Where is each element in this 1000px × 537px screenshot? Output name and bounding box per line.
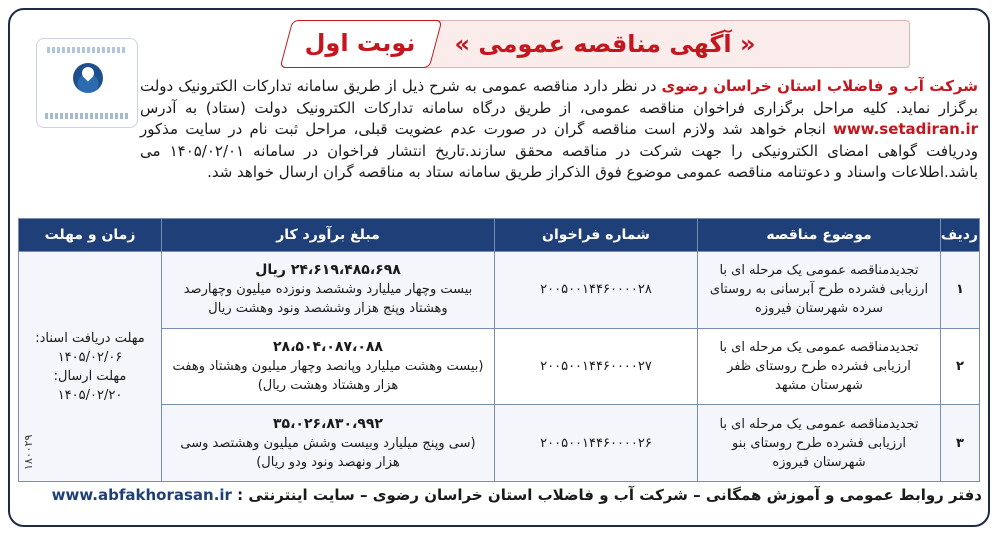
row-number: ۲۰۰۵۰۰۱۴۴۶۰۰۰۰۲۶ (495, 405, 698, 482)
header-number: شماره فراخوان (495, 219, 698, 252)
submit-date: ۱۴۰۵/۰۲/۲۰ (57, 387, 123, 403)
abfa-website-link[interactable]: www.abfakhorasan.ir (51, 486, 232, 504)
amount-words: بیست وچهار میلیارد وششصد ونوزده میلیون وچهارصد وهشتاد وپنج هزار وششصد ونود وهشت ریال (183, 282, 473, 317)
intro-text-2: انجام خواهد شد ولازم است مناقصه گران در صورت عدم عضویت قبلی، مراحل ثبت نام در سایت مذکور ودریافت گواهی امضای الکترونیکی را جهت شرکت در مناقصه محقق سازند.تاریخ انتشار فراخوان در سامانه ۱۴۰۵/۰۲/۰۱ می باشد.اطلاعات واسناد و دعوتنامه مناقصه عمومی موضوع فوق الذکراز طریق سامانه ستاد به مناقصه گران ارسال خواهد شد. (140, 120, 978, 181)
header-idx: ردیف (941, 219, 980, 252)
row-idx: ۱ (941, 252, 980, 329)
row-number: ۲۰۰۵۰۰۱۴۴۶۰۰۰۰۲۷ (495, 328, 698, 405)
row-subject: تجدیدمناقصه عمومی یک مرحله ای با ارزیابی فشرده طرح روستای بنو شهرستان فیروزه (698, 405, 941, 482)
amount-words: (بیست وهشت میلیارد وپانصد وچهار میلیون وهشتاد وهفت هزار وهشتاد وهشت ریال) (172, 358, 484, 393)
company-logo (36, 38, 138, 128)
amount-digits: ۲۴،۶۱۹،۴۸۵،۶۹۸ ریال (255, 262, 401, 279)
table-row (19, 405, 980, 482)
header-amount: مبلغ برآورد کار (162, 219, 495, 252)
row-idx: ۳ (941, 405, 980, 482)
amount-digits: ۳۵،۰۲۶،۸۳۰،۹۹۲ (273, 415, 383, 432)
row-number: ۲۰۰۵۰۰۱۴۴۶۰۰۰۰۲۸ (495, 252, 698, 329)
receive-docs-label: مهلت دریافت اسناد: (35, 330, 145, 346)
receive-docs-date: ۱۴۰۵/۰۲/۰۶ (57, 349, 123, 365)
footer-text: دفتر روابط عمومی و آموزش همگانی – شرکت آب و فاضلاب استان خراسان رضوی – سایت اینترنتی : (231, 486, 982, 504)
table-header-row (19, 219, 980, 252)
ad-code: ۱۸۰۰۲۹ (22, 434, 35, 470)
amount-digits: ۲۸،۵۰۴،۰۸۷،۰۸۸ (273, 338, 383, 355)
company-name: شرکت آب و فاضلاب استان خراسان رضوی (661, 77, 978, 95)
setad-website-link[interactable]: www.setadiran.ir (832, 120, 978, 138)
amount-words: (سی وپنج میلیارد وبیست وشش میلیون وهشتصد وسی هزار ونهصد ونود ودو ریال) (180, 435, 476, 470)
ad-title: « آگهی مناقصه عمومی » (454, 30, 756, 58)
row-subject: تجدیدمناقصه عمومی یک مرحله ای با ارزیابی فشرده طرح روستای ظفر شهرستان مشهد (698, 328, 941, 405)
water-drop-icon (73, 63, 103, 93)
intro-text-1: در نظر دارد مناقصه عمومی به شرح ذیل از طریق سامانه تدارکات الکترونیک دولت برگزار نماید. کلیه مراحل برگزاری فراخوان مناقصه عمومی، از طریق درگاه سامانه تدارکات الکترونیک دولت (ستاد) به آدرس (140, 77, 978, 117)
row-amount (162, 328, 495, 405)
deadline-cell (19, 252, 162, 482)
row-subject: تجدیدمناقصه عمومی یک مرحله ای با ارزیابی فشرده طرح آبرسانی به روستای سرده شهرستان فیروزه (698, 252, 941, 329)
round-label: نوبت اول (304, 29, 416, 57)
intro-paragraph (140, 76, 978, 184)
tender-table (18, 218, 980, 482)
logo-top-lettering (47, 47, 127, 53)
header-subject: موضوع مناقصه (698, 219, 941, 252)
submit-label: مهلت ارسال: (53, 368, 127, 384)
row-amount (162, 252, 495, 329)
header-deadline: زمان و مهلت (19, 219, 162, 252)
row-idx: ۲ (941, 328, 980, 405)
footer-line (51, 486, 982, 508)
logo-caption-lettering (45, 113, 129, 119)
row-amount (162, 405, 495, 482)
table-row (19, 328, 980, 405)
table-row (19, 252, 980, 329)
